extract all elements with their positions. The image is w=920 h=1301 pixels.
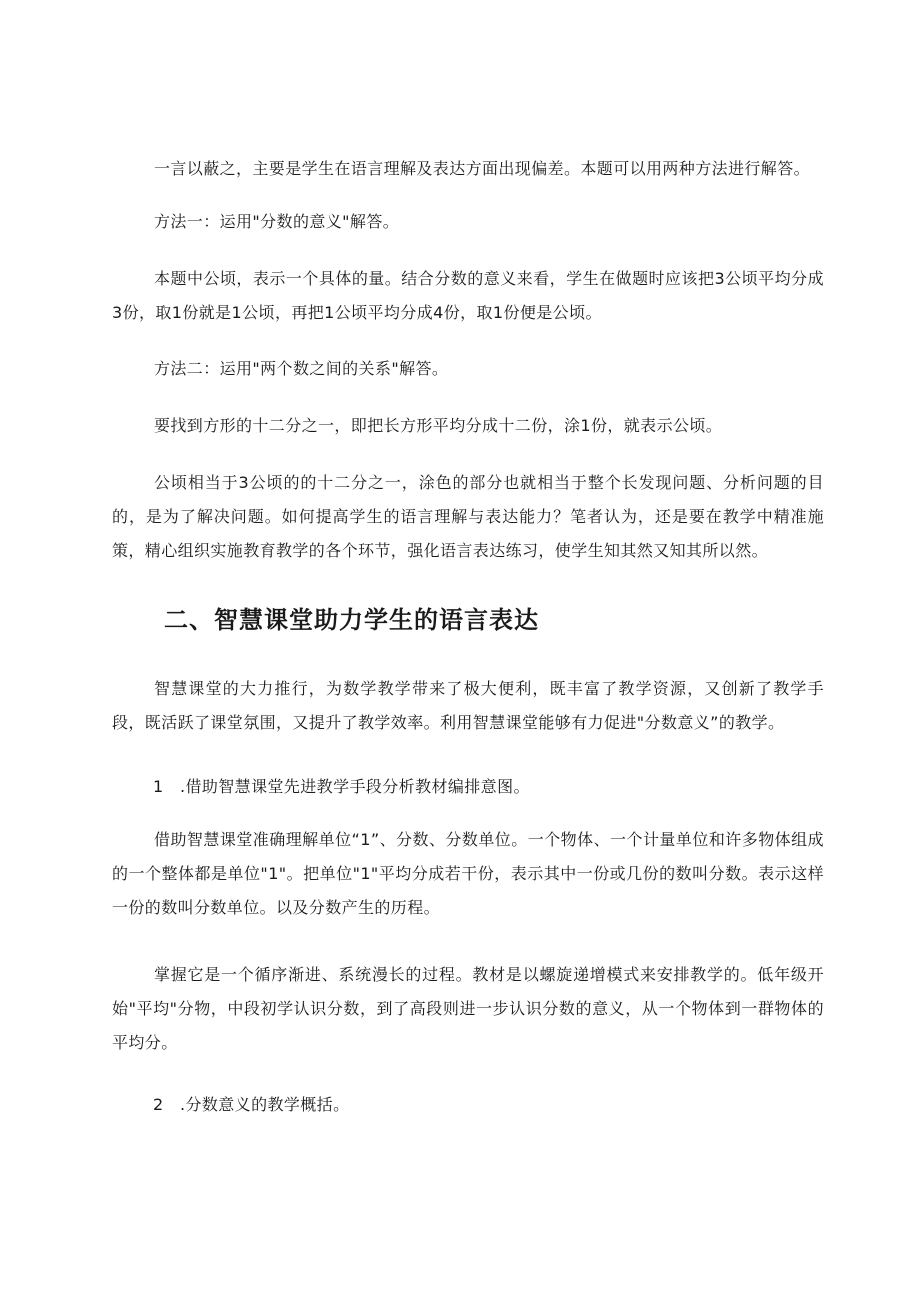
- section-heading: 二、智慧课堂助力学生的语言表达: [164, 606, 539, 634]
- paragraph-method-two-detail: 要找到方形的十二分之一，即把长方形平均分成十二份，涂1份，就表示公顷。: [154, 416, 723, 435]
- paragraph-conclusion: 公顷相当于3公顷的的十二分之一，涂色的部分也就相当于整个长发现问题、分析问题的目的，是为了解决问题。如何提高学生的语言理解与表达能力？笔者认为，还是要在教学中精准施策，精心组织实施教育教学的各个环节，强化语言表达练习，使学生知其然又知其所以然。: [112, 473, 824, 560]
- list-item-2: 2 .分数意义的教学概括。: [153, 1095, 350, 1114]
- paragraph-unit-one: 借助智慧课堂准确理解单位“1”、分数、分数单位。一个物体、一个计量单位和许多物体组成的一个整体都是单位"1"。把单位"1"平均分成若干份，表示其中一份或几份的数叫分数。表示这样一份的数叫分数单位。以及分数产生的历程。: [112, 830, 824, 917]
- paragraph-method-two: 方法二：运用"两个数之间的关系"解答。: [154, 359, 449, 378]
- paragraph-progression: 掌握它是一个循序渐进、系统漫长的过程。教材是以螺旋递增模式来安排教学的。低年级开始"平均"分物，中段初学认识分数，到了高段则进一步认识分数的意义，从一个物体到一群物体的平均分。: [112, 965, 824, 1052]
- paragraph-smart-classroom: 智慧课堂的大力推行，为数学教学带来了极大便利，既丰富了教学资源，又创新了教学手段，既活跃了课堂氛围，又提升了教学效率。利用智慧课堂能够有力促进"分数意义”的教学。: [112, 679, 824, 732]
- paragraph-method-one-detail: 本题中公顷，表示一个具体的量。结合分数的意义来看，学生在做题时应该把3公顷平均分成3份，取1份就是1公顷，再把1公顷平均分成4份，取1份便是公顷。: [112, 269, 824, 322]
- paragraph-summary: 一言以蔽之，主要是学生在语言理解及表达方面出现偏差。本题可以用两种方法进行解答。: [154, 159, 811, 178]
- paragraph-method-one: 方法一：运用"分数的意义"解答。: [154, 212, 400, 231]
- list-item-1: 1 .借助智慧课堂先进教学手段分析教材编排意图。: [153, 777, 530, 796]
